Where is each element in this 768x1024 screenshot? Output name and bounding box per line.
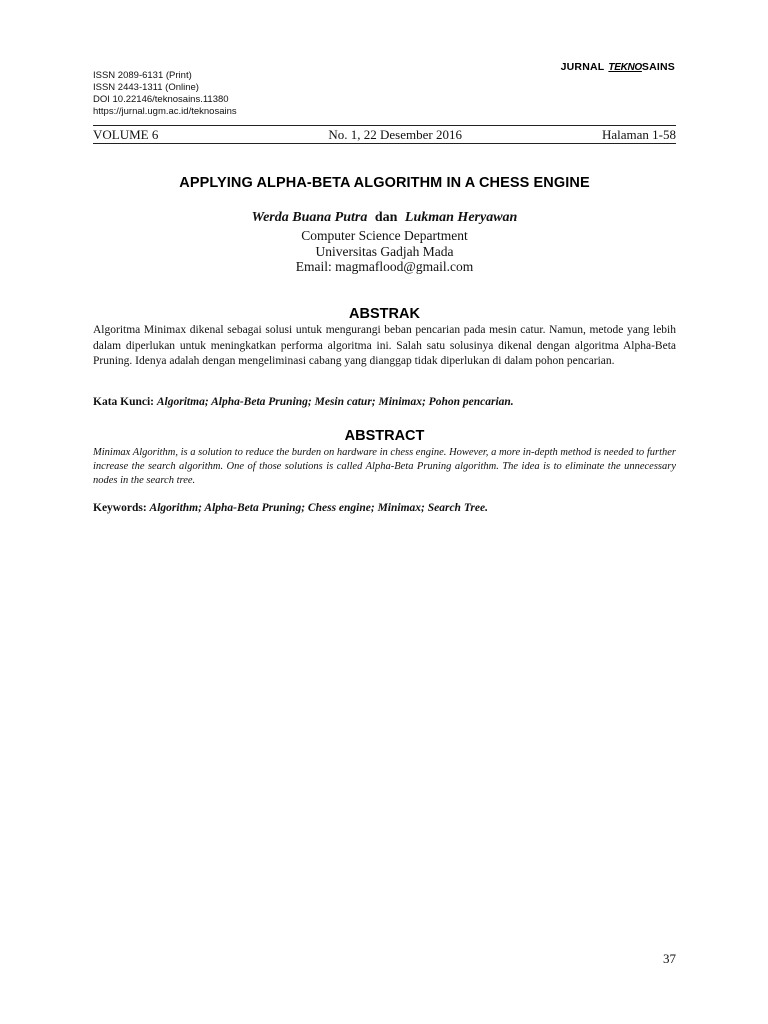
affiliation <box>93 228 676 275</box>
journal-name-suffix: SAINS <box>641 61 675 73</box>
page-range: Halaman 1-58 <box>601 126 676 142</box>
page-number: 37 <box>663 951 676 966</box>
issue-info-row <box>93 126 676 143</box>
doi: DOI 10.22146/teknosains.11380 <box>93 94 229 105</box>
abstract-heading: ABSTRACT <box>344 428 425 444</box>
paper-title: APPLYING ALPHA-BETA ALGORITHM IN A CHESS ENGINE <box>179 175 590 191</box>
author-2: Lukman Heryawan <box>404 210 518 225</box>
issn-online: ISSN 2443-1311 (Online) <box>93 82 199 93</box>
header-rule-bottom <box>93 143 676 144</box>
keywords-label: Keywords: <box>93 502 147 514</box>
kata-kunci-label: Kata Kunci: <box>93 396 155 408</box>
abstrak-heading: ABSTRAK <box>349 306 420 322</box>
issn-block <box>93 70 237 118</box>
kata-kunci <box>93 395 676 410</box>
keywords-terms: Algorithm; Alpha-Beta Pruning; Chess engine; Minimax; Search Tree. <box>149 502 488 514</box>
journal-url: https://jurnal.ugm.ac.id/teknosains <box>93 106 237 117</box>
volume: VOLUME 6 <box>93 126 159 142</box>
author-line <box>93 210 676 226</box>
keywords <box>93 501 676 516</box>
issn-print: ISSN 2089-6131 (Print) <box>93 70 192 81</box>
journal-name-tekno: TEKNO <box>608 62 642 73</box>
abstract-body: Minimax Algorithm, is a solution to reduce the burden on hardware in chess engine. However, a more in-depth method is needed to further increase the search algorithm. One of those solutions is called Alpha-Beta Pruning algorithm. The idea is to eliminate the unnecessary nodes in the search tree. <box>93 447 676 486</box>
abstrak-body: Algoritma Minimax dikenal sebagai solusi untuk mengurangi beban pencarian pada mesin catur. Namun, metode yang lebih dalam diperlukan untuk meningkatkan performa algoritma ini. Salah satu solusinya dikenal dengan algoritma Alpha-Beta Pruning. Idenya adalah dengan mengeliminasi cabang yang dianggap tidak diperlukan di dalam pohon pencarian. <box>93 324 676 367</box>
department: Computer Science Department <box>301 228 468 243</box>
university: Universitas Gadjah Mada <box>315 243 454 259</box>
author-1: Werda Buana Putra <box>251 210 368 225</box>
author-conjunction: dan <box>374 210 398 225</box>
issue-number-date: No. 1, 22 Desember 2016 <box>328 126 462 142</box>
journal-name-prefix: JURNAL <box>560 61 605 73</box>
journal-logo <box>561 61 675 73</box>
kata-kunci-terms: Algoritma; Alpha-Beta Pruning; Mesin catur; Minimax; Pohon pencarian. <box>156 396 514 408</box>
author-email: Email: magmaflood@gmail.com <box>295 259 474 274</box>
